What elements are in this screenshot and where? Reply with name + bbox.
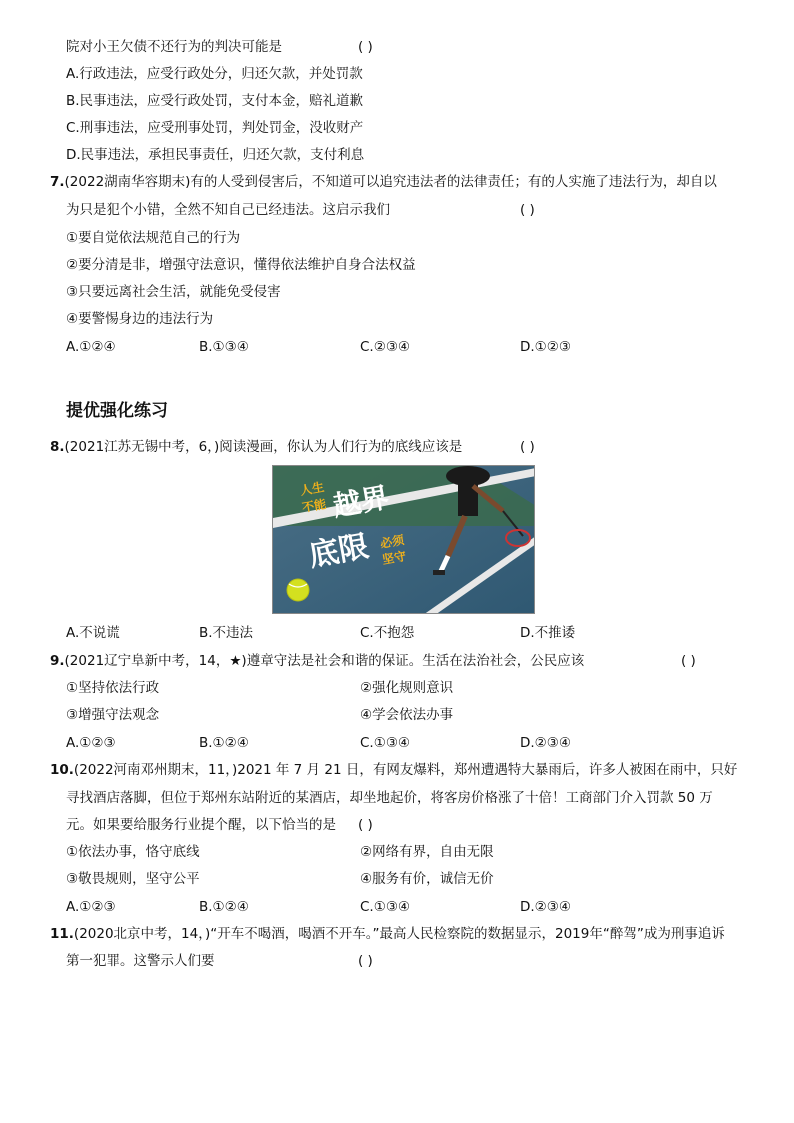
comic-text-small-1: 人生 [299,479,326,498]
q8-choice-b: B.不违法 [199,625,254,641]
q9-text-1: (2021辽宁阜新中考，14，★)遵章守法是社会和谐的保证。生活在法治社会，公民应该 [64,653,585,669]
q9-item-2: ②强化规则意识 [360,680,454,696]
q6-answer-paren: ( ) [358,39,373,55]
q8-comic-image [272,465,535,614]
q10-line1 [50,761,737,779]
q8-text-1: (2021江苏无锡中考，6，)阅读漫画，你认为人们行为的底线应该是 [64,439,463,455]
q9-item-4: ④学会依法办事 [360,707,454,723]
q11-text-1: (2020北京中考，14，)“开车不喝酒，喝酒不开车。”最高人民检察院的数据显示，2019年“醉驾”成为刑事追诉 [73,926,725,942]
q10-item-4: ④服务有价，诚信无价 [360,871,494,887]
q7-line2: 为只是犯个小错，全然不知自己已经违法。这启示我们 [66,202,390,218]
q6-option-b: B.民事违法，应受行政处罚，支付本金，赔礼道歉 [66,93,364,109]
q10-choice-b: B.①②④ [199,899,249,915]
q7-choice-b: B.①③④ [199,339,249,355]
q10-answer-paren: ( ) [358,817,373,833]
q10-item-3: ③敬畏规则，坚守公平 [66,871,200,887]
comic-text-big-2: 底限 [306,528,372,574]
q8-choice-d: D.不推诿 [520,625,576,641]
q9-item-1: ①坚持依法行政 [66,680,160,696]
q11-line2: 第一犯罪。这警示人们要 [66,953,215,969]
q7-answer-paren: ( ) [520,202,535,218]
q9-choice-c: C.①③④ [360,735,411,751]
comic-text-small-4: 坚守 [381,548,408,567]
q9-item-3: ③增强守法观念 [66,707,160,723]
q7-item-4: ④要警惕身边的违法行为 [66,311,214,327]
q7-number: 7. [50,174,65,190]
section-title: 提优强化练习 [66,401,168,421]
q8-choice-a: A.不说谎 [66,625,120,641]
q11-answer-paren: ( ) [358,953,373,969]
q10-item-2: ②网络有界，自由无限 [360,844,494,860]
q6-option-c: C.刑事违法，应受刑事处罚，判处罚金，没收财产 [66,120,364,136]
q9-choice-a: A.①②③ [66,735,116,751]
q10-text-3: 元。如果要给服务行业提个醒，以下恰当的是 [66,817,336,833]
q7-choice-c: C.②③④ [360,339,411,355]
q9-line1 [50,652,584,670]
q9-answer-paren: ( ) [681,653,696,669]
q7-choice-d: D.①②③ [520,339,571,355]
q6-option-d: D.民事违法，承担民事责任，归还欠款，支付利息 [66,147,365,163]
comic-text-big-1: 越界 [330,480,392,523]
q11-number: 11. [50,926,74,942]
q9-choice-b: B.①②④ [199,735,249,751]
q9-choice-d: D.②③④ [520,735,571,751]
q10-choice-d: D.②③④ [520,899,571,915]
q10-line2: 寻找酒店落脚，但位于郑州东站附近的某酒店，却坐地起价，将客房价格涨了十倍！工商部门介入罚款 50 万 [66,790,713,806]
q7-text-1: (2022湖南华容期末)有的人受到侵害后，不知道可以追究违法者的法律责任；有的人实施了违法行为，却自以 [64,174,717,190]
q6-option-a: A.行政违法，应受行政处分，归还欠款，并处罚款 [66,66,363,82]
q10-text-1: (2022河南邓州期末，11，)2021 年 7 月 21 日，有网友爆料，郑州遭遇特大暴雨后，许多人被困在雨中，只好 [73,762,738,778]
q6-stem-tail: 院对小王欠债不还行为的判决可能是 [66,39,282,55]
q7-item-3: ③只要远离社会生活，就能免受侵害 [66,284,281,300]
q7-line1 [50,173,717,191]
q7-item-1: ①要自觉依法规范自己的行为 [66,230,241,246]
q7-choice-a: A.①②④ [66,339,116,355]
q10-line3 [66,816,336,834]
q9-number: 9. [50,653,65,669]
q10-item-1: ①依法办事，恪守底线 [66,844,200,860]
comic-text-small-3: 必须 [379,532,406,551]
q10-number: 10. [50,762,74,778]
comic-text-small-2: 不能 [301,496,328,515]
comic-illustration [273,466,535,614]
q8-line1 [50,438,462,456]
q8-number: 8. [50,439,65,455]
q10-choice-a: A.①②③ [66,899,116,915]
tennis-ball-icon [287,579,309,601]
q8-answer-paren: ( ) [520,439,535,455]
q8-choice-c: C.不抱怨 [360,625,415,641]
q7-item-2: ②要分清是非，增强守法意识，懂得依法维护自身合法权益 [66,257,416,273]
q11-line1 [50,925,725,943]
q10-choice-c: C.①③④ [360,899,411,915]
